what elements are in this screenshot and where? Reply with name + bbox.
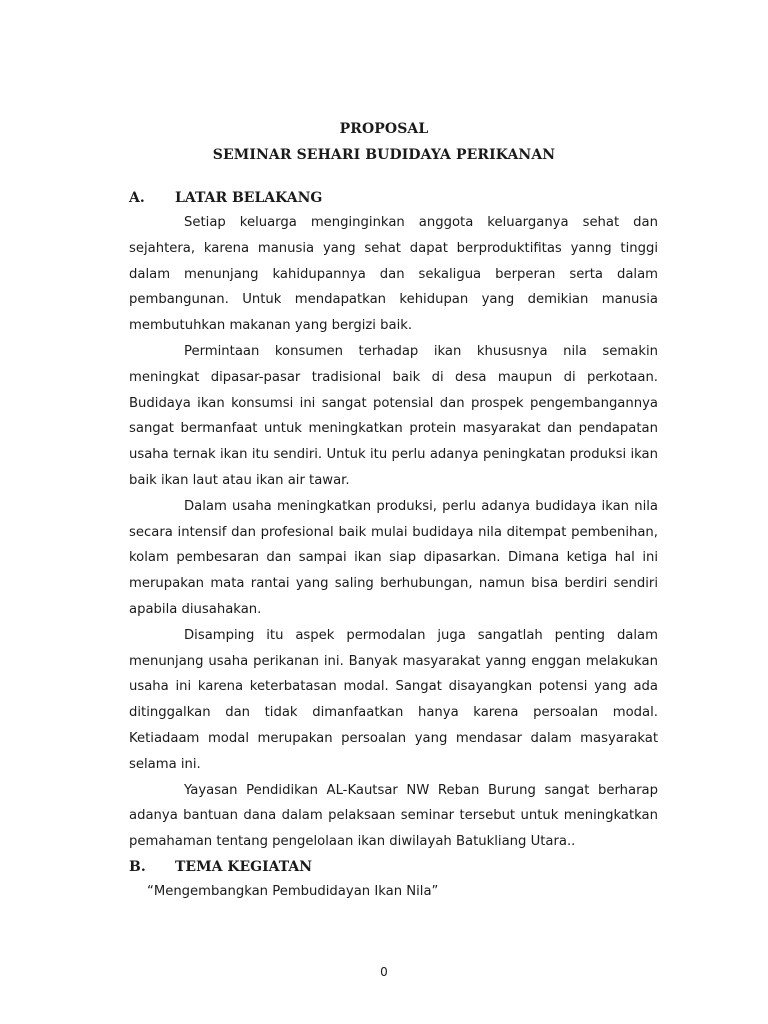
paragraph: Yayasan Pendidikan AL-Kautsar NW Reban Burung sangat berharap adanya bantuan dana dalam pelaksaan seminar tersebut untuk meningkatkan pemahaman tentang pengelolaan ikan diwilayah Batukliang Utara.. xyxy=(129,782,658,850)
paragraph: Disamping itu aspek permodalan juga sangatlah penting dalam menunjang usaha perikanan ini. Banyak masyarakat yanng enggan melakukan usaha ini karena keterbatasan modal. Sangat disayangkan potensi yang ada ditinggalkan dan tidak dimanfaatkan hanya karena persoalan modal. Ketiadaam modal merupakan persoalan yang mendasar dalam masyarakat selama ini. xyxy=(129,627,658,772)
paragraph: Setiap keluarga menginginkan anggota keluarganya sehat dan sejahtera, karena manusia yang sehat dapat berproduktifitas yanng tinggi dalam menunjang kahidupannya dan sekaligua berperan serta dalam pembangunan. Untuk mendapatkan kehidupan yang demikian manusia membutuhkan makanan yang bergizi baik. xyxy=(129,215,658,334)
section-b-heading xyxy=(129,859,312,875)
section-a-body xyxy=(129,210,658,855)
section-a-title: LATAR BELAKANG xyxy=(175,190,323,206)
section-a-number: A. xyxy=(129,190,145,206)
section-b-title: TEMA KEGIATAN xyxy=(175,859,313,875)
section-b-number: B. xyxy=(129,859,146,875)
paragraph: Dalam usaha meningkatkan produksi, perlu adanya budidaya ikan nila secara intensif dan profesional baik mulai budidaya nila ditempat pembenihan, kolam pembesaran dan sampai ikan siap dipasarkan. Dimana ketiga hal ini merupakan mata rantai yang saling berhubungan, namun bisa berdiri sendiri apabila diusahakan. xyxy=(129,498,658,617)
section-a-heading xyxy=(129,190,322,206)
document-title: PROPOSAL xyxy=(339,121,429,137)
paragraph: Permintaan konsumen terhadap ikan khususnya nila semakin meningkat dipasar-pasar tradisional baik di desa maupun di perkotaan. Budidaya ikan konsumsi ini sangat potensial dan prospek pengembangannya sangat bermanfaat untuk meningkatkan protein masyarakat dan pendapatan usaha ternak ikan itu sendiri. Untuk itu perlu adanya peningkatan produksi ikan baik ikan laut atau ikan air tawar. xyxy=(129,343,658,488)
theme-quote: “Mengembangkan Pembudidayan Ikan Nila” xyxy=(147,884,439,899)
page-number: 0 xyxy=(380,965,388,979)
document-subtitle: SEMINAR SEHARI BUDIDAYA PERIKANAN xyxy=(212,147,556,163)
